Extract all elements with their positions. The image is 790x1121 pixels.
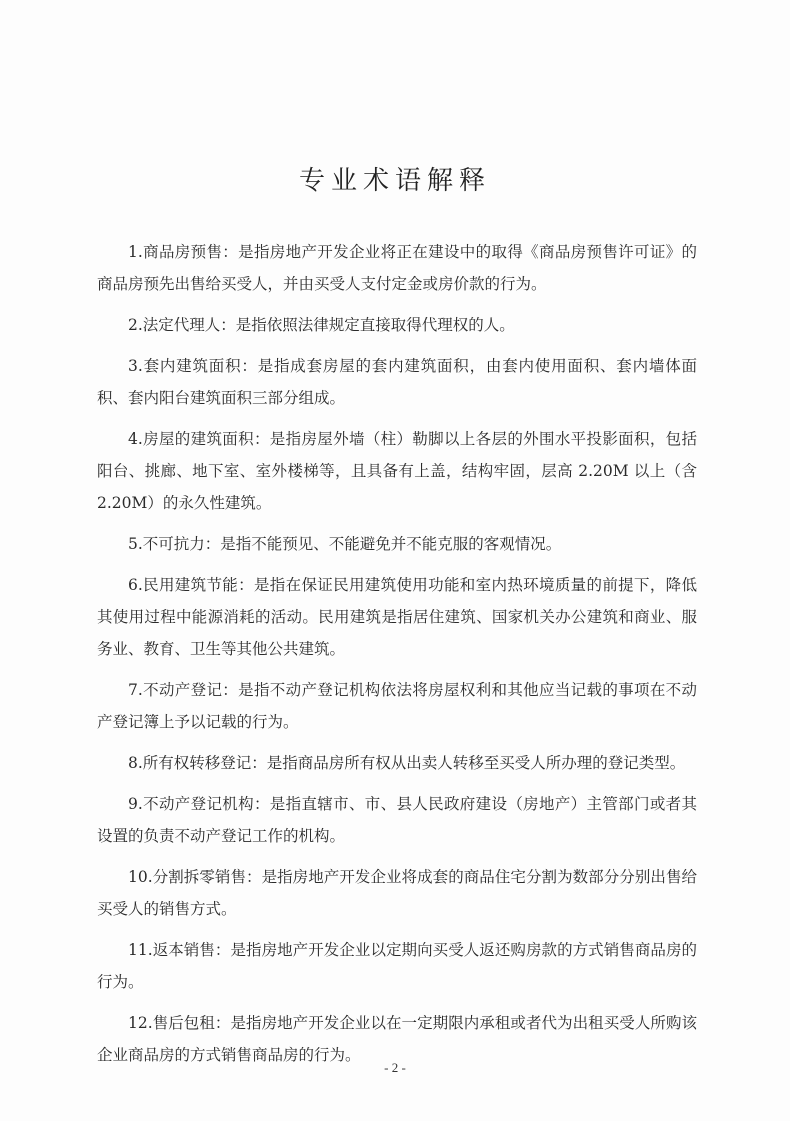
term-item-2: 2.法定代理人：是指依照法律规定直接取得代理权的人。 — [128, 316, 515, 334]
term-item-10: 10.分割拆零销售：是指房地产开发企业将成套的商品住宅分割为数部分分别出售给买受人的销售方式。 — [97, 868, 697, 918]
term-item-9: 9.不动产登记机构：是指直辖市、市、县人民政府建设（房地产）主管部门或者其设置的负责不动产登记工作的机构。 — [97, 795, 697, 845]
term-item-8: 8.所有权转移登记：是指商品房所有权从出卖人转移至买受人所办理的登记类型。 — [128, 754, 686, 772]
term-item-11: 11.返本销售：是指房地产开发企业以定期向买受人返还购房款的方式销售商品房的行为。 — [97, 941, 697, 991]
page-number: - 2 - — [384, 1060, 406, 1075]
term-item-5: 5.不可抗力：是指不能预见、不能避免并不能克服的客观情况。 — [128, 535, 562, 553]
page-title: 专业术语解释 — [298, 166, 491, 196]
term-item-6: 6.民用建筑节能：是指在保证民用建筑使用功能和室内热环境质量的前提下，降低其使用过程中能源消耗的活动。民用建筑是指居住建筑、国家机关办公建筑和商业、服务业、教育、卫生等其他公共建筑。 — [97, 576, 697, 658]
term-item-3: 3.套内建筑面积：是指成套房屋的套内建筑面积，由套内使用面积、套内墙体面积、套内阳台建筑面积三部分组成。 — [97, 357, 697, 407]
term-item-1: 1.商品房预售：是指房地产开发企业将正在建设中的取得《商品房预售许可证》的商品房预先出售给买受人，并由买受人支付定金或房价款的行为。 — [97, 243, 697, 293]
term-item-7: 7.不动产登记：是指不动产登记机构依法将房屋权利和其他应当记载的事项在不动产登记簿上予以记载的行为。 — [97, 681, 697, 731]
term-item-12: 12.售后包租：是指房地产开发企业以在一定期限内承租或者代为出租买受人所购该企业商品房的方式销售商品房的行为。 — [97, 1014, 697, 1064]
term-item-4: 4.房屋的建筑面积：是指房屋外墙（柱）勒脚以上各层的外围水平投影面积，包括阳台、挑廊、地下室、室外楼梯等，且具备有上盖，结构牢固，层高 2.20M 以上（含 2.20M）的永久性建筑。 — [97, 430, 697, 512]
term-list — [97, 236, 697, 1080]
